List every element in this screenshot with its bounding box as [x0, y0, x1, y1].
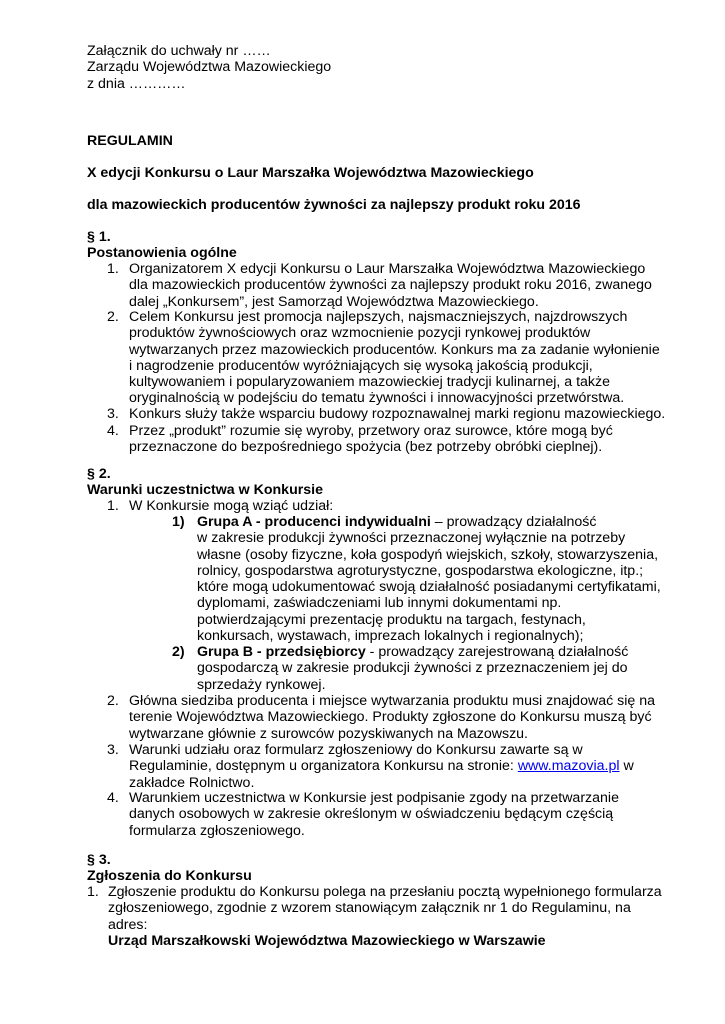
list-item-line: potwierdzającymi prezentację produktu na targach, festynach, — [197, 611, 586, 628]
section-heading: Zgłoszenia do Konkursu — [87, 868, 252, 885]
section-header — [87, 229, 237, 262]
list-item-line: Przez „produkt” rozumie się wyroby, przetwory oraz surowce, które mogą być — [129, 423, 613, 439]
list-item-line: zakładce Rolnictwo. — [129, 774, 255, 791]
list-item — [129, 742, 634, 791]
section-heading: Postanowienia ogólne — [87, 245, 237, 262]
text-segment: - prowadzący zarejestrowaną działalność — [365, 644, 629, 660]
list-item-line: formularza zgłoszeniowego. — [129, 822, 305, 839]
website-link[interactable]: www.mazovia.pl — [517, 758, 620, 775]
section-heading: Warunki uczestnictwa w Konkursie — [87, 482, 323, 499]
list-item — [108, 884, 662, 949]
list-number: 2. — [107, 309, 119, 325]
list-item-line: dyplomami, zaświadczeniami lub innymi dokumentami np. — [197, 595, 562, 612]
section-header — [87, 466, 323, 499]
document-title: REGULAMIN — [87, 133, 173, 149]
section-number: § 1. — [87, 229, 111, 245]
list-item-line: konkursach, wystawach, imprezach lokalnych i regionalnych); — [197, 628, 584, 645]
list-item — [197, 644, 628, 693]
list-item-line — [129, 758, 634, 774]
text-segment: Grupa A - producenci indywidualni — [197, 514, 431, 530]
list-item-line: własne (osoby fizyczne, koła gospodyń wiejskich, szkoły, stowarzyszenia, — [197, 546, 659, 563]
list-item-line: Organizatorem X edycji Konkursu o Laur Marszałka Województwa Mazowieckiego — [129, 261, 646, 277]
list-number: 1. — [107, 498, 119, 514]
list-item-line: danych osobowych w zakresie określonym w oświadczeniu będącym częścią — [129, 806, 614, 823]
list-item-line: produktów żywnościowych oraz wzmocnienie pozycji rynkowej produktów — [129, 325, 591, 342]
list-item-line: które mogą udokumentować swoją działalność posiadanymi certyfikatami, — [197, 579, 661, 596]
list-number: 1. — [87, 884, 99, 900]
header-block — [87, 43, 331, 92]
list-item — [129, 406, 665, 422]
list-item-line: terenie Województwa Mazowieckiego. Produkty zgłoszone do Konkursu muszą być — [129, 709, 652, 726]
text-segment: Urząd Marszałkowski Województwa Mazowieckiego w Warszawie — [108, 932, 546, 949]
list-item-line — [108, 933, 662, 949]
list-item — [129, 423, 613, 456]
list-item-line: w zakresie produkcji żywności przeznaczonej wyłącznie na potrzeby — [197, 530, 626, 547]
section-number: § 2. — [87, 466, 111, 482]
list-number: 2) — [172, 644, 185, 660]
list-item-line: Warunkiem uczestnictwa w Konkursie jest podpisanie zgody na przetwarzanie — [129, 790, 619, 806]
list-number: 1) — [172, 514, 185, 530]
section-number: § 3. — [87, 852, 111, 868]
document-subtitle: dla mazowieckich producentów żywności za najlepszy produkt roku 2016 — [87, 197, 581, 213]
list-item-line: Warunki udziału oraz formularz zgłoszeniowy do Konkursu zawarte są w — [129, 742, 583, 758]
list-item-line: wytwarzanych przez mazowieckich producentów. Konkurs ma za zadanie wyłonienie — [129, 341, 660, 358]
list-item — [129, 693, 655, 742]
list-item-line: Zgłoszenie produktu do Konkursu polega na przesłaniu pocztą wypełnionego formularza — [108, 884, 662, 900]
text-segment: – prowadzący działalność — [430, 514, 597, 530]
section-header — [87, 852, 252, 885]
list-item-line: sprzedaży rynkowej. — [197, 676, 326, 693]
list-item-line: wytwarzane głównie z surowców pozyskiwanych na Mazowszu. — [129, 725, 528, 742]
list-number: 4. — [107, 423, 119, 439]
list-item-line — [197, 514, 661, 530]
list-item-line: rolnicy, gospodarstwa agroturystyczne, gospodarstwa ekologiczne, itp.; — [197, 562, 644, 579]
list-item-line: zgłoszeniowego, zgodnie z wzorem stanowiącym załącznik nr 1 do Regulaminu, na — [108, 900, 631, 917]
list-number: 3. — [107, 406, 119, 422]
list-item-line: W Konkursie mogą wziąć udział: — [129, 498, 334, 514]
text-segment: w — [619, 758, 634, 775]
header-line: Zarządu Województwa Mazowieckiego — [87, 59, 332, 76]
list-number: 1. — [107, 261, 119, 277]
list-item-line: przeznaczone do bezpośredniego spożycia (bez potrzeby obróbki cieplnej). — [129, 439, 603, 456]
list-item-line: Konkurs służy także wsparciu budowy rozpoznawalnej marki regionu mazowieckiego. — [129, 406, 666, 422]
list-item — [129, 261, 652, 310]
list-item — [129, 498, 333, 514]
text-segment: Grupa B - przedsiębiorcy — [197, 644, 366, 660]
list-item — [129, 790, 619, 839]
header-line: Załącznik do uchwały nr …… — [87, 43, 271, 59]
list-item-line: Celem Konkursu jest promocja najlepszych, najsmaczniejszych, najzdrowszych — [129, 309, 628, 325]
list-item-line: adres: — [108, 916, 148, 933]
list-item — [129, 309, 660, 407]
document-subtitle: X edycji Konkursu o Laur Marszałka Województwa Mazowieckiego — [87, 165, 534, 181]
list-item-line: kultywowaniem i popularyzowaniem mazowieckiej tradycji kulinarnej, a także — [129, 374, 611, 391]
list-item-line: i nagrodzenie producentów wyróżniających się wysoką jakością produkcji, — [129, 357, 593, 374]
list-item-line: dla mazowieckich producentów żywności za najlepszy produkt roku 2016, zwanego — [129, 277, 652, 294]
header-line: z dnia ………… — [87, 75, 186, 92]
text-segment: Regulaminie, dostępnym u organizatora Konkursu na stronie: — [129, 758, 518, 775]
list-number: 3. — [107, 742, 119, 758]
list-item — [197, 514, 661, 644]
list-item-line: oryginalnością w podejściu do tematu żywności i innowacyjności przetwórstwa. — [129, 390, 625, 407]
list-number: 4. — [107, 790, 119, 806]
list-number: 2. — [107, 693, 119, 709]
list-item-line: gospodarczą w zakresie produkcji żywności z przeznaczeniem jej do — [197, 660, 628, 677]
list-item-line: dalej „Konkursem”, jest Samorząd Województwa Mazowieckiego. — [129, 293, 539, 310]
list-item-line — [197, 644, 628, 660]
list-item-line: Główna siedziba producenta i miejsce wytwarzania produktu musi znajdować się na — [129, 693, 655, 709]
